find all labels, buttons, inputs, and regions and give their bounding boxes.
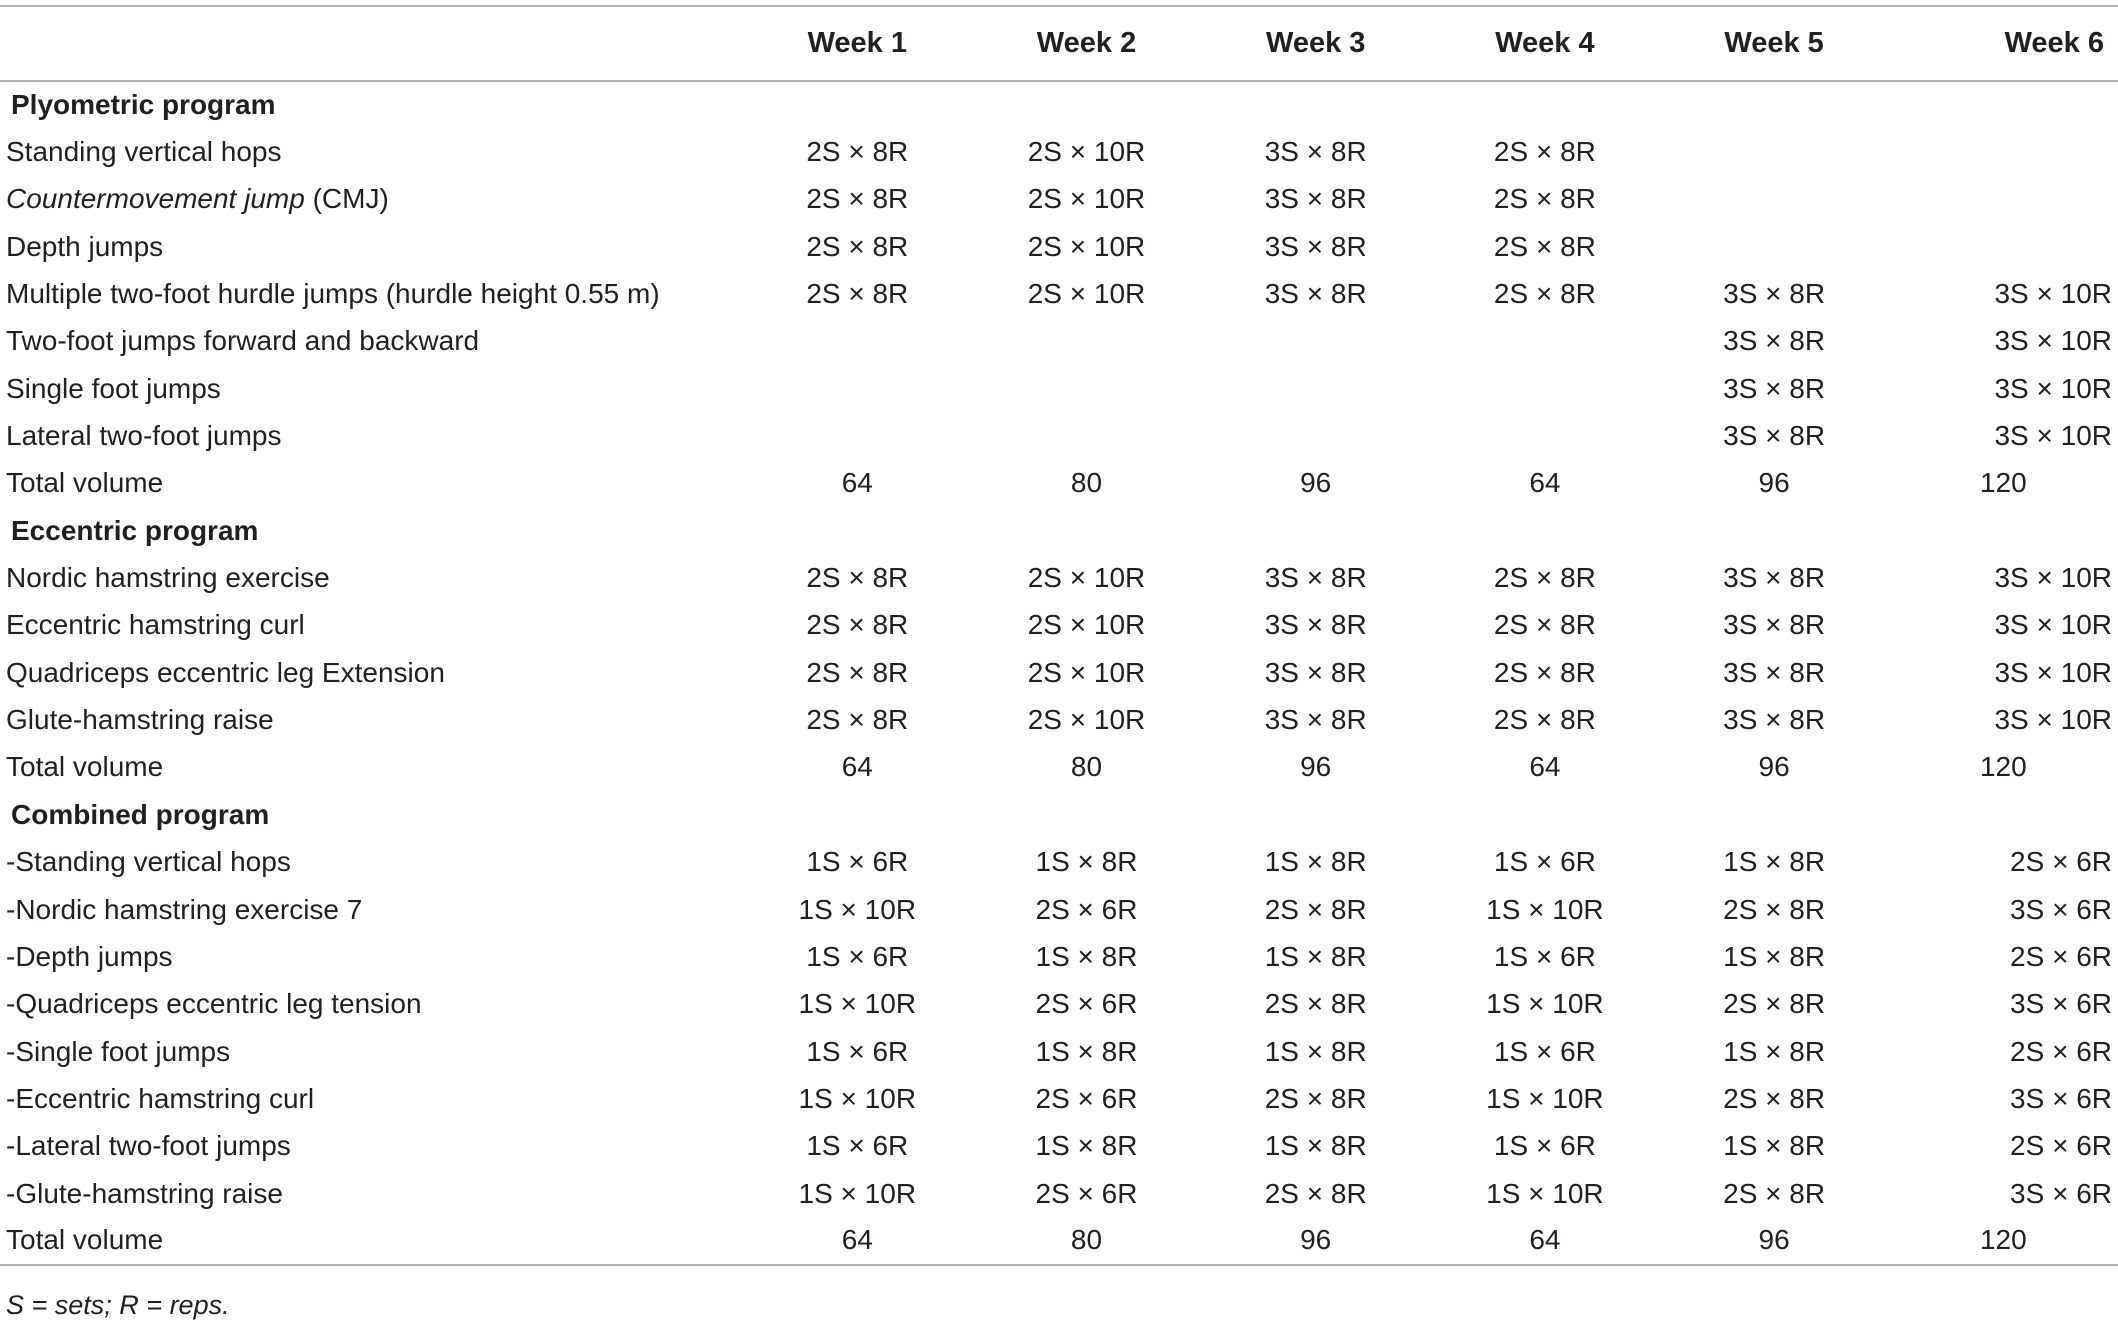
week-6-cell: 2S × 6R xyxy=(2010,1130,2112,1162)
table-row xyxy=(0,554,2118,601)
total-volume-row xyxy=(0,744,2118,791)
week-5-cell xyxy=(1660,128,1889,175)
table-row xyxy=(0,933,2118,980)
header-week-3: Week 3 xyxy=(1201,6,1430,81)
week-5-cell: 3S × 8R xyxy=(1723,325,1826,357)
total-volume-label: Total volume xyxy=(0,1217,743,1264)
table-row xyxy=(0,602,2118,649)
week-4-cell: 1S × 6R xyxy=(1493,846,1596,878)
exercise-name: -Eccentric hamstring curl xyxy=(6,1082,315,1114)
week-1-cell: 2S × 8R xyxy=(806,704,909,736)
header-week-5: Week 5 xyxy=(1660,6,1889,81)
table-row xyxy=(0,886,2118,933)
week-3-cell: 3S × 8R xyxy=(1264,704,1367,736)
total-volume-cell: 80 xyxy=(1070,751,1103,783)
total-volume-cell: 80 xyxy=(972,1217,1201,1264)
week-2-cell: 2S × 6R xyxy=(1035,1082,1138,1114)
week-1-cell: 2S × 8R xyxy=(806,183,909,215)
week-6-cell xyxy=(1889,128,2118,175)
week-3-cell: 3S × 8R xyxy=(1264,656,1367,688)
week-6-cell: 2S × 6R xyxy=(2010,1035,2112,1067)
week-2-cell: 2S × 6R xyxy=(1035,988,1138,1020)
week-6-cell: 2S × 6R xyxy=(2010,940,2112,972)
week-2-cell: 2S × 10R xyxy=(1027,609,1146,641)
week-4-cell: 1S × 10R xyxy=(1486,988,1604,1020)
week-5-cell: 1S × 8R xyxy=(1723,940,1826,972)
exercise-name: -Standing vertical hops xyxy=(6,846,291,878)
week-5-cell: 1S × 8R xyxy=(1723,846,1826,878)
week-4-cell xyxy=(1430,318,1659,365)
week-4-cell: 2S × 8R xyxy=(1493,183,1596,215)
total-volume-cell: 64 xyxy=(1529,751,1561,783)
week-5-cell xyxy=(1660,223,1889,270)
week-3-cell: 1S × 8R xyxy=(1264,846,1367,878)
week-4-cell xyxy=(1430,412,1659,459)
week-6-cell: 3S × 10R xyxy=(1994,420,2112,452)
week-2-cell: 2S × 10R xyxy=(1027,562,1146,594)
week-4-cell: 2S × 8R xyxy=(1493,136,1596,168)
exercise-name: Two-foot jumps forward and backward xyxy=(6,325,480,357)
week-3-cell xyxy=(1201,365,1430,412)
week-2-cell xyxy=(972,318,1201,365)
week-1-cell: 2S × 8R xyxy=(806,562,909,594)
week-4-cell: 2S × 8R xyxy=(1493,704,1596,736)
week-6-cell: 3S × 10R xyxy=(1994,325,2112,357)
week-3-cell xyxy=(1201,318,1430,365)
exercise-name: -Glute-hamstring raise xyxy=(6,1177,283,1209)
week-2-cell: 1S × 8R xyxy=(1035,1130,1138,1162)
week-1-cell: 2S × 8R xyxy=(806,609,909,641)
section-title: Plyometric program xyxy=(11,89,276,121)
total-volume-cell: 64 xyxy=(743,1217,972,1264)
total-volume-row xyxy=(0,1217,2118,1264)
week-5-cell: 2S × 8R xyxy=(1723,1082,1826,1114)
table-body xyxy=(0,81,2118,1265)
total-volume-cell: 120 xyxy=(1889,1217,2118,1264)
table-row xyxy=(0,1123,2118,1170)
table-row xyxy=(0,365,2118,412)
table-row xyxy=(0,1170,2118,1217)
week-2-cell: 2S × 10R xyxy=(1027,278,1146,310)
table-row xyxy=(0,981,2118,1028)
week-1-cell: 2S × 8R xyxy=(806,278,909,310)
header-week-2: Week 2 xyxy=(972,6,1201,81)
week-2-cell: 2S × 10R xyxy=(1027,704,1146,736)
week-3-cell: 2S × 8R xyxy=(1264,893,1367,925)
week-1-cell xyxy=(743,365,972,412)
table-row xyxy=(0,318,2118,365)
week-6-cell: 2S × 6R xyxy=(2010,846,2112,878)
section-header-row xyxy=(0,791,2118,838)
week-3-cell: 2S × 8R xyxy=(1264,988,1367,1020)
header-week-1: Week 1 xyxy=(743,6,972,81)
week-5-cell: 2S × 8R xyxy=(1723,988,1826,1020)
week-1-cell xyxy=(743,318,972,365)
table-row xyxy=(0,1028,2118,1075)
table-row xyxy=(0,839,2118,886)
week-5-cell: 2S × 8R xyxy=(1723,893,1826,925)
week-3-cell: 3S × 8R xyxy=(1264,562,1367,594)
week-2-cell: 2S × 6R xyxy=(1035,893,1138,925)
section-title: Combined program xyxy=(11,798,270,830)
week-2-cell xyxy=(972,412,1201,459)
table-row xyxy=(0,696,2118,743)
week-6-cell: 3S × 6R xyxy=(2010,1177,2112,1209)
total-volume-cell: 64 xyxy=(841,751,873,783)
exercise-name: Multiple two-foot hurdle jumps (hurdle height 0.55 m) xyxy=(6,278,660,310)
section-title: Eccentric program xyxy=(11,514,259,546)
week-3-cell: 1S × 8R xyxy=(1264,1130,1367,1162)
week-1-cell: 1S × 6R xyxy=(806,940,909,972)
week-1-cell: 1S × 10R xyxy=(798,988,917,1020)
week-1-cell: 2S × 8R xyxy=(806,136,909,168)
exercise-name xyxy=(0,176,743,223)
exercise-name: Glute-hamstring raise xyxy=(6,704,274,736)
week-3-cell: 1S × 8R xyxy=(1264,940,1367,972)
week-5-cell: 3S × 8R xyxy=(1723,278,1826,310)
week-6-cell: 3S × 10R xyxy=(1994,609,2112,641)
table-row xyxy=(0,649,2118,696)
exercise-name-suffix: (CMJ) xyxy=(304,183,389,215)
table-row xyxy=(0,270,2118,317)
week-6-cell: 3S × 6R xyxy=(2010,988,2112,1020)
total-volume-row xyxy=(0,460,2118,507)
week-5-cell: 3S × 8R xyxy=(1723,420,1826,452)
week-4-cell: 1S × 10R xyxy=(1486,893,1604,925)
header-exercise xyxy=(0,6,743,81)
table-row xyxy=(0,176,2118,223)
week-3-cell: 3S × 8R xyxy=(1264,230,1367,262)
table-row xyxy=(0,223,2118,270)
table-row xyxy=(0,412,2118,459)
exercise-name: Quadriceps eccentric leg Extension xyxy=(6,656,445,688)
week-3-cell: 3S × 8R xyxy=(1264,183,1367,215)
total-volume-cell: 64 xyxy=(1430,1217,1659,1264)
week-6-cell: 3S × 10R xyxy=(1994,278,2112,310)
header-week-4: Week 4 xyxy=(1430,6,1659,81)
week-4-cell: 2S × 8R xyxy=(1493,656,1596,688)
week-2-cell: 2S × 6R xyxy=(1035,1177,1138,1209)
week-2-cell: 2S × 10R xyxy=(1027,656,1146,688)
exercise-name: Eccentric hamstring curl xyxy=(6,609,305,641)
total-volume-cell: 96 xyxy=(1300,751,1332,783)
week-5-cell: 1S × 8R xyxy=(1723,1035,1826,1067)
exercise-name-italic: Countermovement jump xyxy=(6,183,305,215)
week-6-cell: 3S × 6R xyxy=(2010,1082,2112,1114)
week-5-cell: 3S × 8R xyxy=(1723,656,1826,688)
week-4-cell: 2S × 8R xyxy=(1493,230,1596,262)
total-volume-cell: 96 xyxy=(1201,1217,1430,1264)
week-5-cell: 3S × 8R xyxy=(1723,562,1826,594)
week-5-cell: 1S × 8R xyxy=(1723,1130,1826,1162)
header-row xyxy=(0,6,2118,81)
week-1-cell: 2S × 8R xyxy=(806,230,909,262)
exercise-name: Standing vertical hops xyxy=(6,136,282,168)
week-4-cell: 1S × 6R xyxy=(1493,1035,1596,1067)
week-3-cell: 1S × 8R xyxy=(1264,1035,1367,1067)
week-2-cell: 1S × 8R xyxy=(1035,1035,1138,1067)
week-2-cell: 1S × 8R xyxy=(1035,940,1138,972)
total-volume-cell: 64 xyxy=(841,467,873,499)
total-volume-cell: 64 xyxy=(1529,467,1561,499)
week-2-cell: 2S × 10R xyxy=(1027,183,1146,215)
week-1-cell: 1S × 10R xyxy=(798,1177,917,1209)
week-2-cell: 1S × 8R xyxy=(1035,846,1138,878)
week-4-cell: 1S × 10R xyxy=(1486,1177,1604,1209)
section-header-row xyxy=(0,507,2118,554)
total-volume-cell: 96 xyxy=(1758,751,1790,783)
exercise-name: Single foot jumps xyxy=(6,372,221,404)
exercise-name: -Depth jumps xyxy=(6,940,173,972)
week-1-cell: 1S × 6R xyxy=(806,846,909,878)
total-volume-cell: 96 xyxy=(1758,467,1790,499)
training-program-table xyxy=(0,5,2118,1266)
week-1-cell: 2S × 8R xyxy=(806,656,909,688)
week-1-cell: 1S × 10R xyxy=(798,893,917,925)
week-3-cell: 2S × 8R xyxy=(1264,1082,1367,1114)
week-1-cell xyxy=(743,412,972,459)
week-3-cell: 3S × 8R xyxy=(1264,609,1367,641)
week-6-cell: 3S × 10R xyxy=(1994,562,2112,594)
week-5-cell: 3S × 8R xyxy=(1723,609,1826,641)
total-volume-cell: 96 xyxy=(1660,1217,1889,1264)
week-6-cell: 3S × 10R xyxy=(1994,372,2112,404)
total-volume-cell: 80 xyxy=(1070,467,1103,499)
week-6-cell: 3S × 6R xyxy=(2010,893,2112,925)
week-4-cell xyxy=(1430,365,1659,412)
week-6-cell xyxy=(1889,223,2118,270)
week-4-cell: 2S × 8R xyxy=(1493,278,1596,310)
week-2-cell: 2S × 10R xyxy=(1027,230,1146,262)
total-volume-label: Total volume xyxy=(6,467,164,499)
week-3-cell: 3S × 8R xyxy=(1264,278,1367,310)
week-5-cell: 3S × 8R xyxy=(1723,704,1826,736)
week-6-cell: 3S × 10R xyxy=(1994,704,2112,736)
exercise-name: -Nordic hamstring exercise 7 xyxy=(6,893,363,925)
week-5-cell: 2S × 8R xyxy=(1723,1177,1826,1209)
week-4-cell: 1S × 10R xyxy=(1486,1082,1604,1114)
exercise-name: -Quadriceps eccentric leg tension xyxy=(6,988,422,1020)
table-footnote: S = sets; R = reps. xyxy=(6,1290,230,1320)
week-3-cell: 2S × 8R xyxy=(1264,1177,1367,1209)
week-4-cell: 1S × 6R xyxy=(1493,1130,1596,1162)
header-week-6: Week 6 xyxy=(1889,6,2118,81)
week-1-cell: 1S × 6R xyxy=(806,1035,909,1067)
week-2-cell: 2S × 10R xyxy=(1027,136,1146,168)
week-4-cell: 2S × 8R xyxy=(1493,562,1596,594)
total-volume-label: Total volume xyxy=(6,751,164,783)
total-volume-cell: 120 xyxy=(1979,751,2027,783)
table-row xyxy=(0,128,2118,175)
week-2-cell xyxy=(972,365,1201,412)
total-volume-cell: 96 xyxy=(1300,467,1332,499)
exercise-name: -Single foot jumps xyxy=(6,1035,231,1067)
week-3-cell: 3S × 8R xyxy=(1264,136,1367,168)
week-4-cell: 1S × 6R xyxy=(1493,940,1596,972)
week-4-cell: 2S × 8R xyxy=(1493,609,1596,641)
week-1-cell: 1S × 6R xyxy=(806,1130,909,1162)
week-3-cell xyxy=(1201,412,1430,459)
week-5-cell: 3S × 8R xyxy=(1723,372,1826,404)
exercise-name: Nordic hamstring exercise xyxy=(6,562,330,594)
week-6-cell: 3S × 10R xyxy=(1994,656,2112,688)
section-header-row xyxy=(0,81,2118,128)
week-6-cell xyxy=(1889,176,2118,223)
week-1-cell: 1S × 10R xyxy=(798,1082,917,1114)
exercise-name: Lateral two-foot jumps xyxy=(6,420,282,452)
total-volume-cell: 120 xyxy=(1979,467,2027,499)
exercise-name: Depth jumps xyxy=(6,230,164,262)
exercise-name: -Lateral two-foot jumps xyxy=(6,1130,291,1162)
table-row xyxy=(0,1075,2118,1122)
week-5-cell xyxy=(1660,176,1889,223)
